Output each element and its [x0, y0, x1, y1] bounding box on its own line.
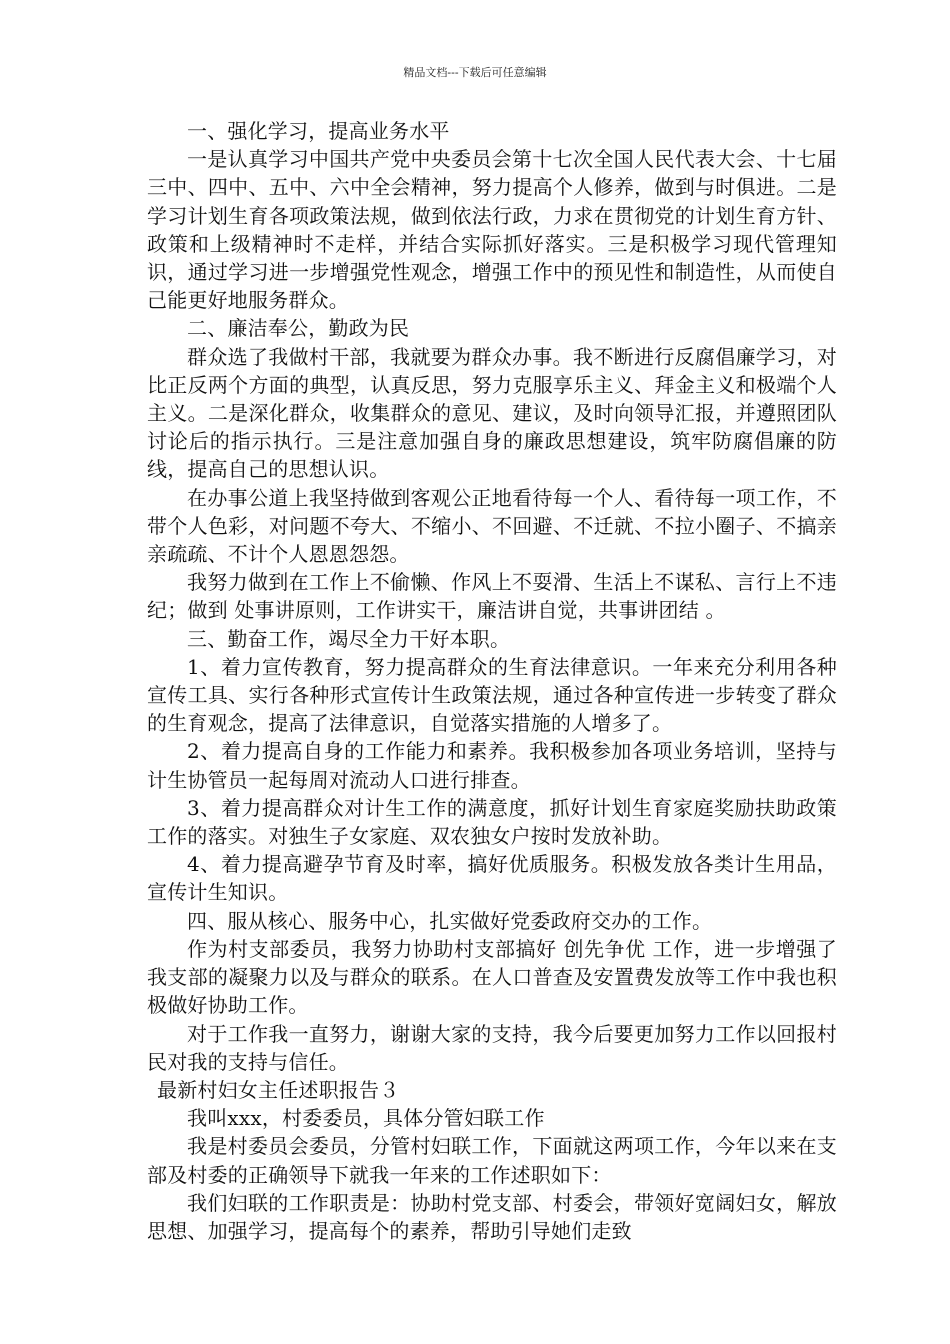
document-body	[147, 117, 837, 1245]
document-title: 最新村妇女主任述职报告３	[157, 1077, 400, 1102]
paragraph: 作为村支部委员，我努力协助村支部搞好 创先争优 工作，进一步增强了我支部的凝聚力以及与群众的联系。在人口普查及安置费发放等工作中我也积极做好协助工作。	[147, 936, 837, 1018]
paragraph: 一是认真学习中国共产党中央委员会第十七次全国人民代表大会、十七届三中、四中、五中、六中全会精神，努力提高个人修养，做到与时俱进。二是学习计划生育各项政策法规，做到依法行政，力求在贯彻党的计划生育方针、政策和上级精神时不走样，并结合实际抓好落实。三是积极学习现代管理知识，通过学习进一步增强党性观念，增强工作中的预见性和制造性，从而使自己能更好地服务群众。	[147, 147, 837, 313]
section-heading-3: 三、勤奋工作，竭尽全力干好本职。	[187, 626, 511, 651]
paragraph: 我叫xxx，村委委员，具体分管妇联工作	[187, 1106, 545, 1131]
paragraph: 我们妇联的工作职责是：协助村党支部、村委会，带领好宽阔妇女，解放思想、加强学习，提高每个的素养，帮助引导她们走致	[147, 1190, 837, 1243]
page-header: 精品文档---下载后可任意编辑	[403, 66, 547, 79]
section-heading-1: 一、强化学习，提高业务水平	[187, 119, 450, 143]
paragraph: 我是村委员会委员，分管村妇联工作，下面就这两项工作，今年以来在支部及村委的正确领导下就我一年来的工作述职如下：	[147, 1134, 837, 1187]
paragraph: 4、着力提高避孕节育及时率，搞好优质服务。积极发放各类计生用品，宣传计生知识。	[147, 852, 837, 905]
paragraph: 3、着力提高群众对计生工作的满意度，抓好计划生育家庭奖励扶助政策工作的落实。对独生子女家庭、双农独女户按时发放补助。	[147, 795, 837, 849]
paragraph: 群众选了我做村干部，我就要为群众办事。我不断进行反腐倡廉学习，对比正反两个方面的典型，认真反思，努力克服享乐主义、拜金主义和极端个人主义。二是深化群众，收集群众的意见、建议，及时向领导汇报，并遵照团队讨论后的指示执行。三是注意加强自身的廉政思想建设，筑牢防腐倡廉的防线，提高自己的思想认识。	[147, 344, 837, 482]
paragraph: 对于工作我一直努力，谢谢大家的支持，我今后要更加努力工作以回报村民对我的支持与信任。	[147, 1021, 837, 1074]
paragraph: 2、着力提高自身的工作能力和素养。我积极参加各项业务培训，坚持与计生协管员一起每周对流动人口进行排查。	[147, 739, 837, 792]
section-heading-2: 二、廉洁奉公，勤政为民	[187, 316, 410, 341]
paragraph: 在办事公道上我坚持做到客观公正地看待每一个人、看待每一项工作，不带个人色彩，对问题不夸大、不缩小、不回避、不迁就、不拉小圈子、不搞亲亲疏疏、不计个人恩恩怨怨。	[147, 485, 837, 567]
paragraph: 1、着力宣传教育，努力提高群众的生育法律意识。一年来充分利用各种宣传工具、实行各种形式宣传计生政策法规，通过各种宣传进一步转变了群众的生育观念，提高了法律意识，自觉落实措施的人增多了。	[147, 654, 837, 736]
section-heading-4: 四、服从核心、服务中心，扎实做好党委政府交办的工作。	[187, 908, 713, 933]
paragraph: 我努力做到在工作上不偷懒、作风上不耍滑、生活上不谋私、言行上不违纪；做到 处事讲原则，工作讲实干，廉洁讲自觉，共事讲团结 。	[147, 570, 837, 623]
